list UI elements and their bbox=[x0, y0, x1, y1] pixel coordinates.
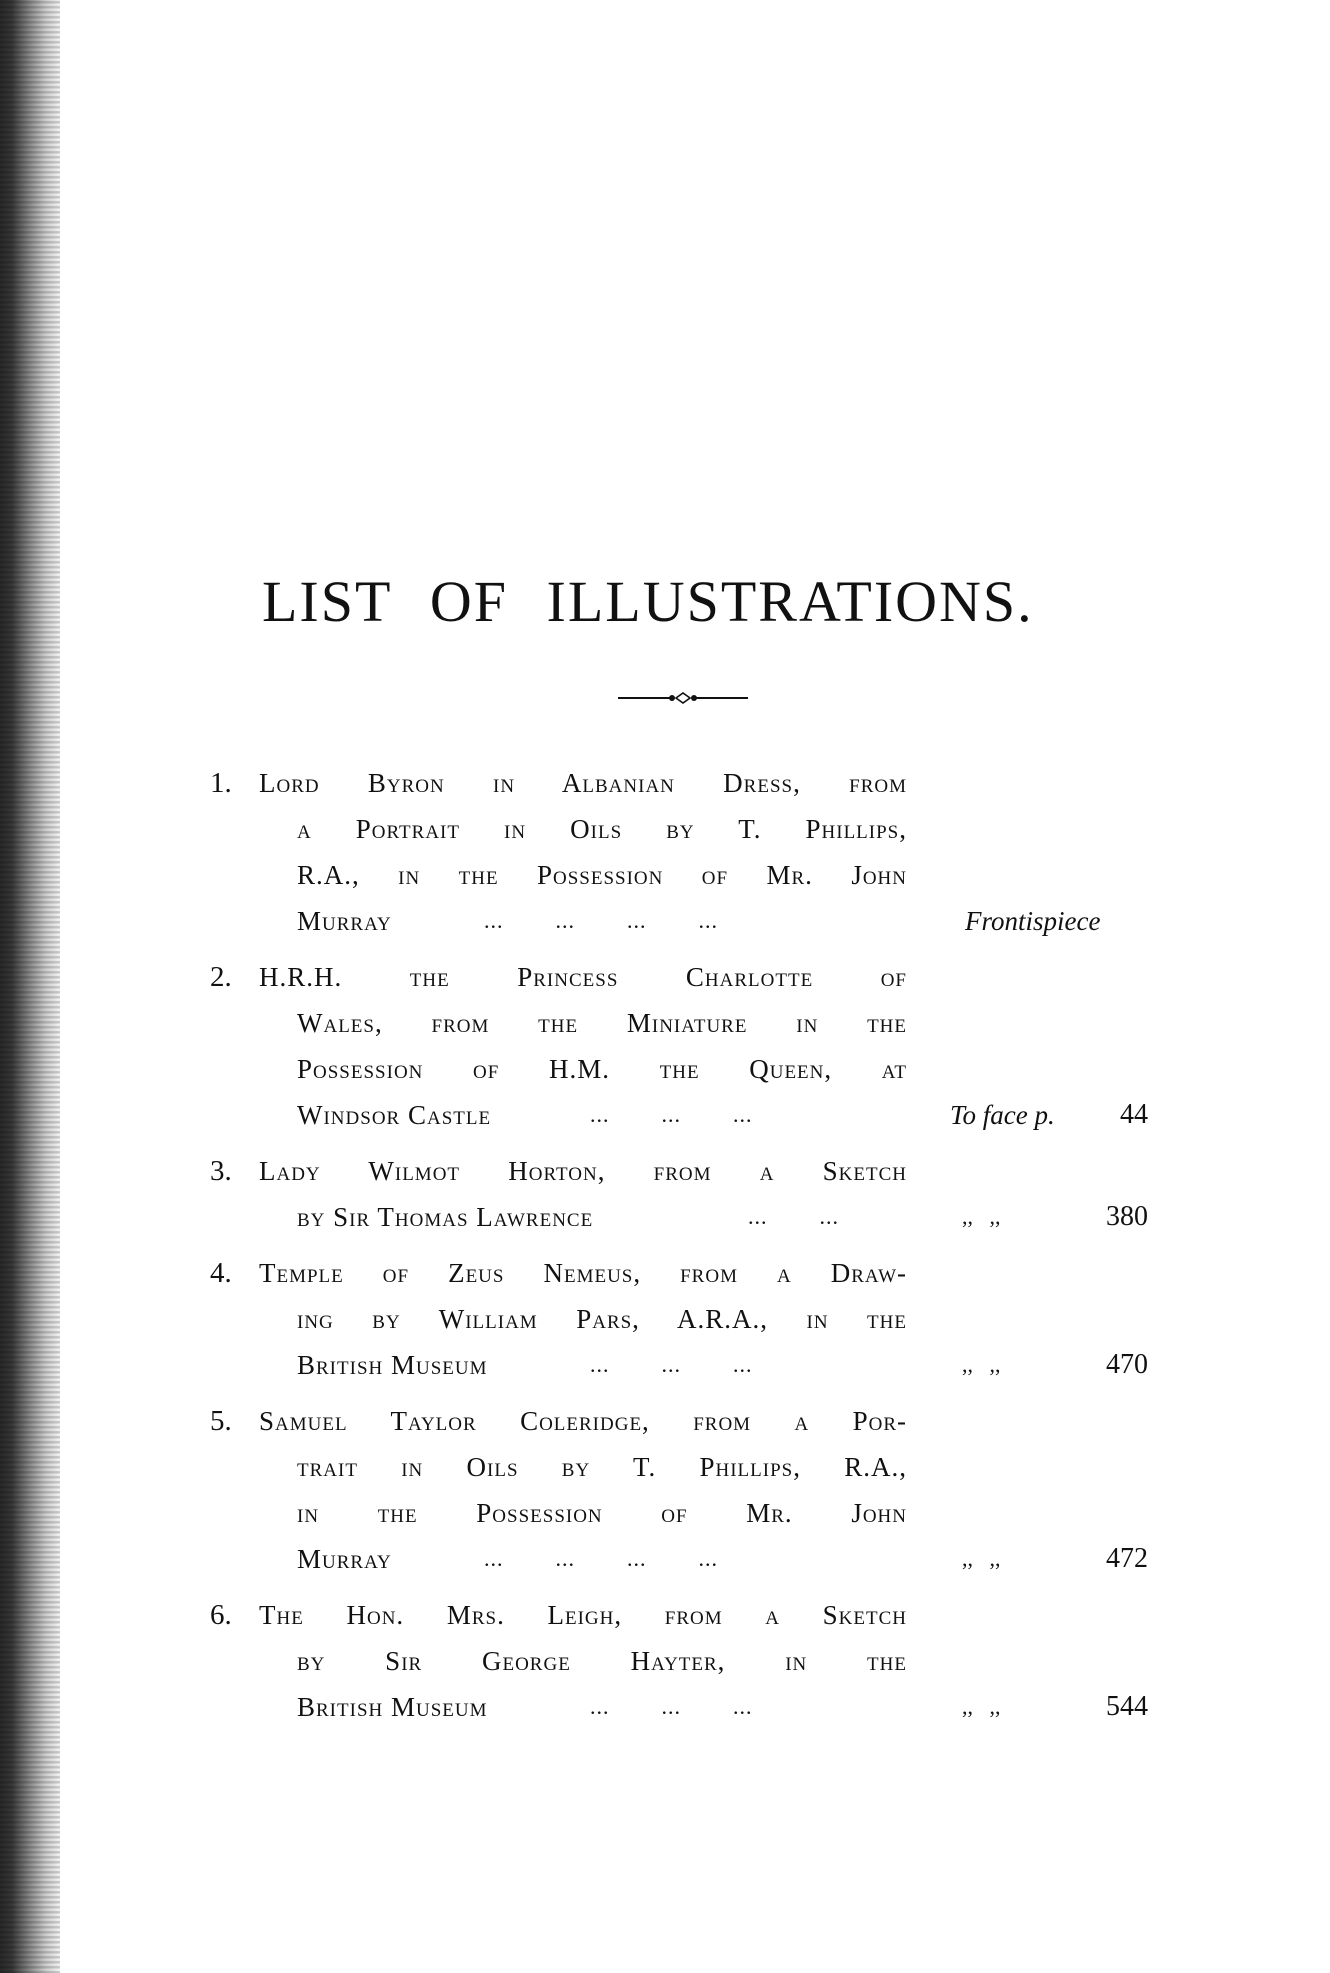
entry-text-line: a Portrait in Oils by T. Phillips, bbox=[297, 814, 907, 844]
entry-text-line: British Museum bbox=[297, 1692, 488, 1722]
ditto-marks: ,, ,, bbox=[962, 1546, 1001, 1571]
entry-text-line: in the Possession of Mr. John bbox=[297, 1498, 907, 1528]
page-number: 472 bbox=[1106, 1543, 1148, 1574]
page-number: 44 bbox=[1120, 1099, 1148, 1130]
ditto-marks: ,, ,, bbox=[962, 1204, 1001, 1229]
dot-leader: ... ... bbox=[748, 1204, 839, 1229]
dot-leader: ... ... ... ... bbox=[484, 908, 718, 933]
entry-text-line: British Museum bbox=[297, 1350, 488, 1380]
entry-text-line: Lady Wilmot Horton, from a Sketch bbox=[259, 1156, 907, 1186]
dot-leader: ... ... ... bbox=[590, 1352, 753, 1377]
page-number: 380 bbox=[1106, 1201, 1148, 1232]
entry-text-line: Murray bbox=[297, 906, 392, 936]
entry-text-line: Temple of Zeus Nemeus, from a Draw- bbox=[259, 1258, 907, 1288]
entry-text-line: Possession of H.M. the Queen, at bbox=[297, 1054, 907, 1084]
entry-text-line: H.R.H. the Princess Charlotte of bbox=[259, 962, 907, 992]
dot-leader: ... ... ... ... bbox=[484, 1546, 718, 1571]
dot-leader: ... ... ... bbox=[590, 1694, 753, 1719]
ditto-marks: ,, ,, bbox=[962, 1694, 1001, 1719]
entry-number: 2. bbox=[210, 961, 232, 993]
entry-number: 3. bbox=[210, 1155, 232, 1187]
entry-number: 5. bbox=[210, 1405, 232, 1437]
entry-text-line: trait in Oils by T. Phillips, R.A., bbox=[297, 1452, 907, 1482]
entry-text-line: Samuel Taylor Coleridge, from a Por- bbox=[259, 1406, 907, 1436]
entry-number: 6. bbox=[210, 1599, 232, 1631]
entry-text-line: by Sir George Hayter, in the bbox=[297, 1646, 907, 1676]
entry-text-line: Wales, from the Miniature in the bbox=[297, 1008, 907, 1038]
page bbox=[200, 0, 1180, 1973]
page-title: LIST OF ILLUSTRATIONS. bbox=[262, 569, 1034, 634]
entry-text-line: by Sir Thomas Lawrence bbox=[297, 1202, 594, 1232]
entry-text-line: Windsor Castle bbox=[297, 1100, 492, 1130]
entry-text-line: The Hon. Mrs. Leigh, from a Sketch bbox=[259, 1600, 907, 1630]
dot-leader: ... ... ... bbox=[590, 1102, 753, 1127]
frontispiece-label: Frontispiece bbox=[965, 906, 1101, 936]
entry-text-line: R.A., in the Possession of Mr. John bbox=[297, 860, 907, 890]
book-binding-edge bbox=[0, 0, 60, 1973]
page-number: 544 bbox=[1106, 1691, 1148, 1722]
page-number: 470 bbox=[1106, 1349, 1148, 1380]
entry-text-line: ing by William Pars, A.R.A., in the bbox=[297, 1304, 907, 1334]
entry-number: 1. bbox=[210, 767, 232, 799]
entry-number: 4. bbox=[210, 1257, 232, 1289]
entry-text-line: Murray bbox=[297, 1544, 392, 1574]
ornament-divider bbox=[618, 689, 748, 707]
ditto-marks: ,, ,, bbox=[962, 1352, 1001, 1377]
entry-text-line: Lord Byron in Albanian Dress, from bbox=[259, 768, 907, 798]
to-face-label: To face p. bbox=[950, 1100, 1055, 1130]
